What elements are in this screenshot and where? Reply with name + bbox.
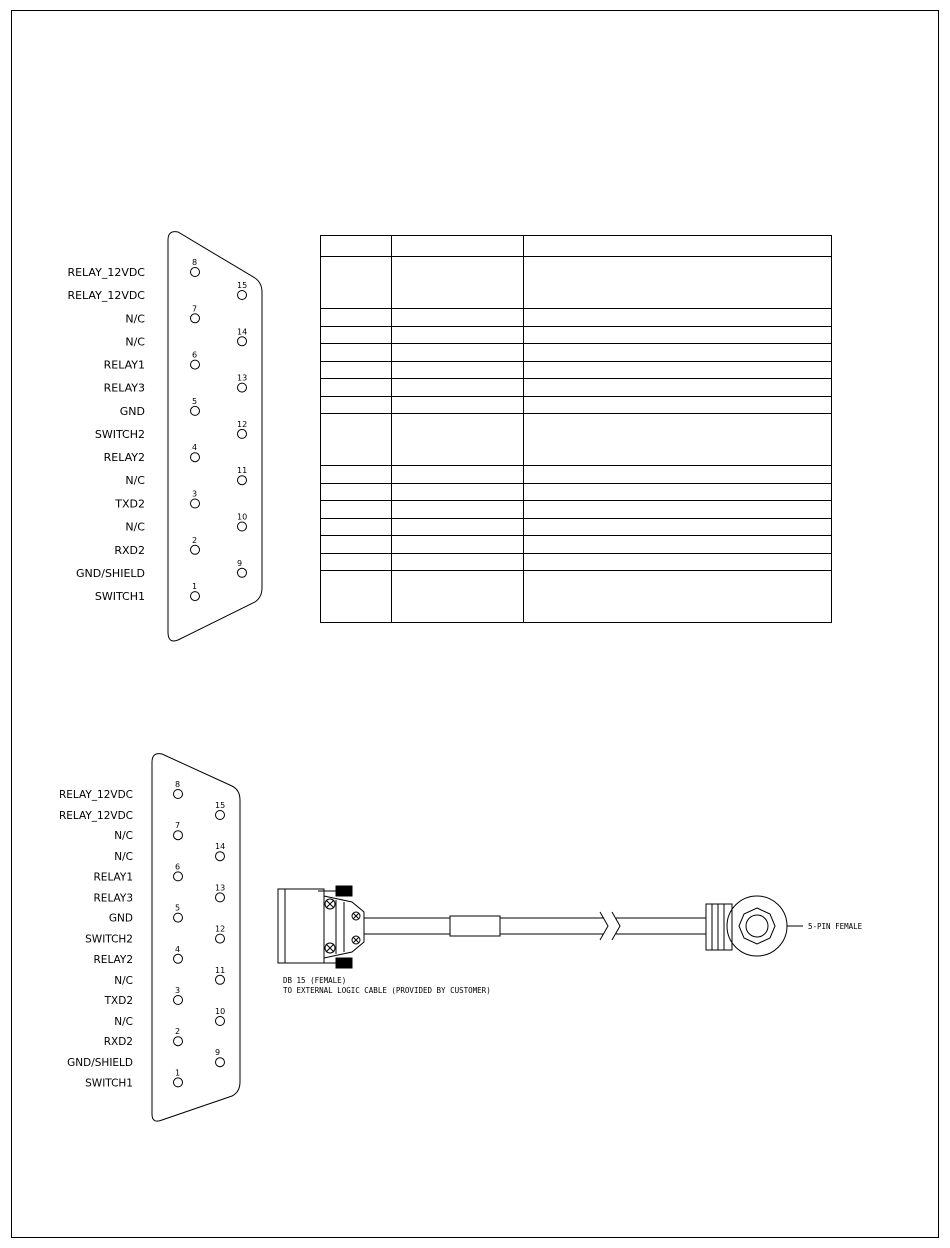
pin-label-top-2: RXD2 [114, 543, 145, 557]
cable-note-line1: DB 15 (FEMALE) [283, 976, 347, 985]
pin-hole-bottom-5 [174, 913, 183, 922]
cable-note-line2: TO EXTERNAL LOGIC CABLE (PROVIDED BY CUSTOMER) [283, 986, 491, 995]
pin-label-bottom-7: N/C [114, 830, 133, 843]
circular-connector-body [706, 904, 732, 950]
pin-label-top-9: GND/SHIELD [76, 566, 145, 580]
pin-number-bottom-15: 15 [215, 801, 226, 810]
pin-label-bottom-14: N/C [114, 851, 133, 864]
pin-number-bottom-9: 9 [215, 1048, 221, 1058]
pin-number-bottom-11: 11 [215, 965, 226, 975]
pin-label-bottom-2: RXD2 [103, 1036, 133, 1049]
pin-hole-bottom-10 [216, 1017, 225, 1026]
pin-label-top-4: RELAY2 [103, 451, 145, 465]
pin-number-top-15: 15 [237, 281, 248, 290]
pin-label-top-8: RELAY_12VDC [67, 266, 145, 279]
pin-label-bottom-9: GND/SHIELD [67, 1057, 133, 1070]
pin-label-bottom-6: RELAY1 [93, 871, 133, 884]
pin-number-top-6: 6 [192, 350, 198, 360]
pin-label-bottom-3: TXD2 [104, 995, 133, 1007]
pin-label-bottom-8: RELAY_12VDC [58, 789, 133, 801]
pin-hole-bottom-13 [216, 893, 225, 902]
pin-number-bottom-8: 8 [175, 780, 181, 789]
pin-number-top-7: 7 [192, 304, 198, 314]
pin-label-top-10: N/C [125, 520, 145, 534]
circular-connector-face [727, 896, 787, 956]
pin-number-top-13: 13 [237, 373, 248, 383]
pin-number-top-1: 1 [192, 582, 198, 592]
pin-hole-bottom-6 [174, 872, 183, 881]
pin-hole-bottom-8 [174, 790, 183, 799]
pin-label-bottom-10: N/C [114, 1016, 133, 1028]
cable-right-note: 5-PIN FEMALE [808, 922, 863, 931]
cable-sleeve [450, 916, 500, 936]
pin-label-bottom-15: RELAY_12VDC [58, 810, 133, 822]
pin-number-bottom-4: 4 [175, 944, 181, 954]
pin-number-top-3: 3 [192, 489, 198, 499]
latch-top [336, 886, 352, 896]
pin-label-top-11: N/C [125, 474, 145, 488]
pin-label-top-15: RELAY_12VDC [67, 289, 145, 302]
pin-label-top-1: SWITCH1 [94, 590, 145, 604]
pin-number-bottom-1: 1 [175, 1068, 181, 1078]
pin-number-bottom-13: 13 [215, 883, 226, 893]
pin-number-bottom-5: 5 [175, 903, 181, 913]
pin-number-bottom-7: 7 [175, 821, 181, 831]
pin-label-bottom-5: GND [108, 912, 133, 925]
pin-label-top-5: GND [119, 404, 145, 418]
pin-number-top-12: 12 [237, 419, 248, 429]
pin-hole-bottom-15 [216, 811, 225, 820]
pin-number-top-10: 10 [237, 512, 248, 522]
pin-hole-bottom-1 [174, 1078, 183, 1087]
pin-label-bottom-13: RELAY3 [93, 892, 133, 905]
pin-label-top-7: N/C [125, 312, 145, 326]
pin-label-top-6: RELAY1 [103, 358, 145, 372]
pin-hole-bottom-7 [174, 831, 183, 840]
pin-number-bottom-2: 2 [175, 1027, 181, 1037]
cable-break-mark [600, 912, 608, 940]
pin-number-bottom-10: 10 [215, 1007, 226, 1016]
connector-outline-bottom [152, 754, 240, 1121]
pin-number-top-14: 14 [237, 327, 248, 337]
pin-hole-bottom-14 [216, 852, 225, 861]
pin-label-top-3: TXD2 [115, 497, 145, 511]
pin-label-top-13: RELAY3 [103, 381, 145, 395]
pin-hole-bottom-11 [216, 975, 225, 984]
pin-number-bottom-12: 12 [215, 924, 226, 934]
pin-hole-bottom-2 [174, 1037, 183, 1046]
pin-hole-bottom-9 [216, 1058, 225, 1067]
pin-label-bottom-4: RELAY2 [93, 953, 133, 966]
pin-hole-bottom-3 [174, 996, 183, 1005]
pin-hole-bottom-12 [216, 934, 225, 943]
pin-hole-bottom-4 [174, 954, 183, 963]
pin-number-top-8: 8 [192, 258, 198, 267]
latch-bottom [336, 958, 352, 968]
pin-label-top-14: N/C [125, 335, 145, 349]
pin-number-bottom-14: 14 [215, 842, 226, 852]
pin-label-bottom-12: SWITCH2 [85, 933, 133, 946]
pin-label-bottom-11: N/C [114, 974, 133, 987]
pin-number-top-2: 2 [192, 535, 198, 545]
pin-label-top-12: SWITCH2 [94, 427, 145, 441]
pin-number-bottom-6: 6 [175, 862, 181, 872]
pin-number-top-4: 4 [192, 443, 198, 453]
pin-number-top-9: 9 [237, 558, 243, 568]
pin-number-bottom-3: 3 [175, 986, 181, 995]
pin-number-top-5: 5 [192, 396, 198, 406]
pin-number-top-11: 11 [237, 466, 248, 476]
pin-label-bottom-1: SWITCH1 [85, 1077, 133, 1090]
cable-assembly [278, 886, 803, 968]
